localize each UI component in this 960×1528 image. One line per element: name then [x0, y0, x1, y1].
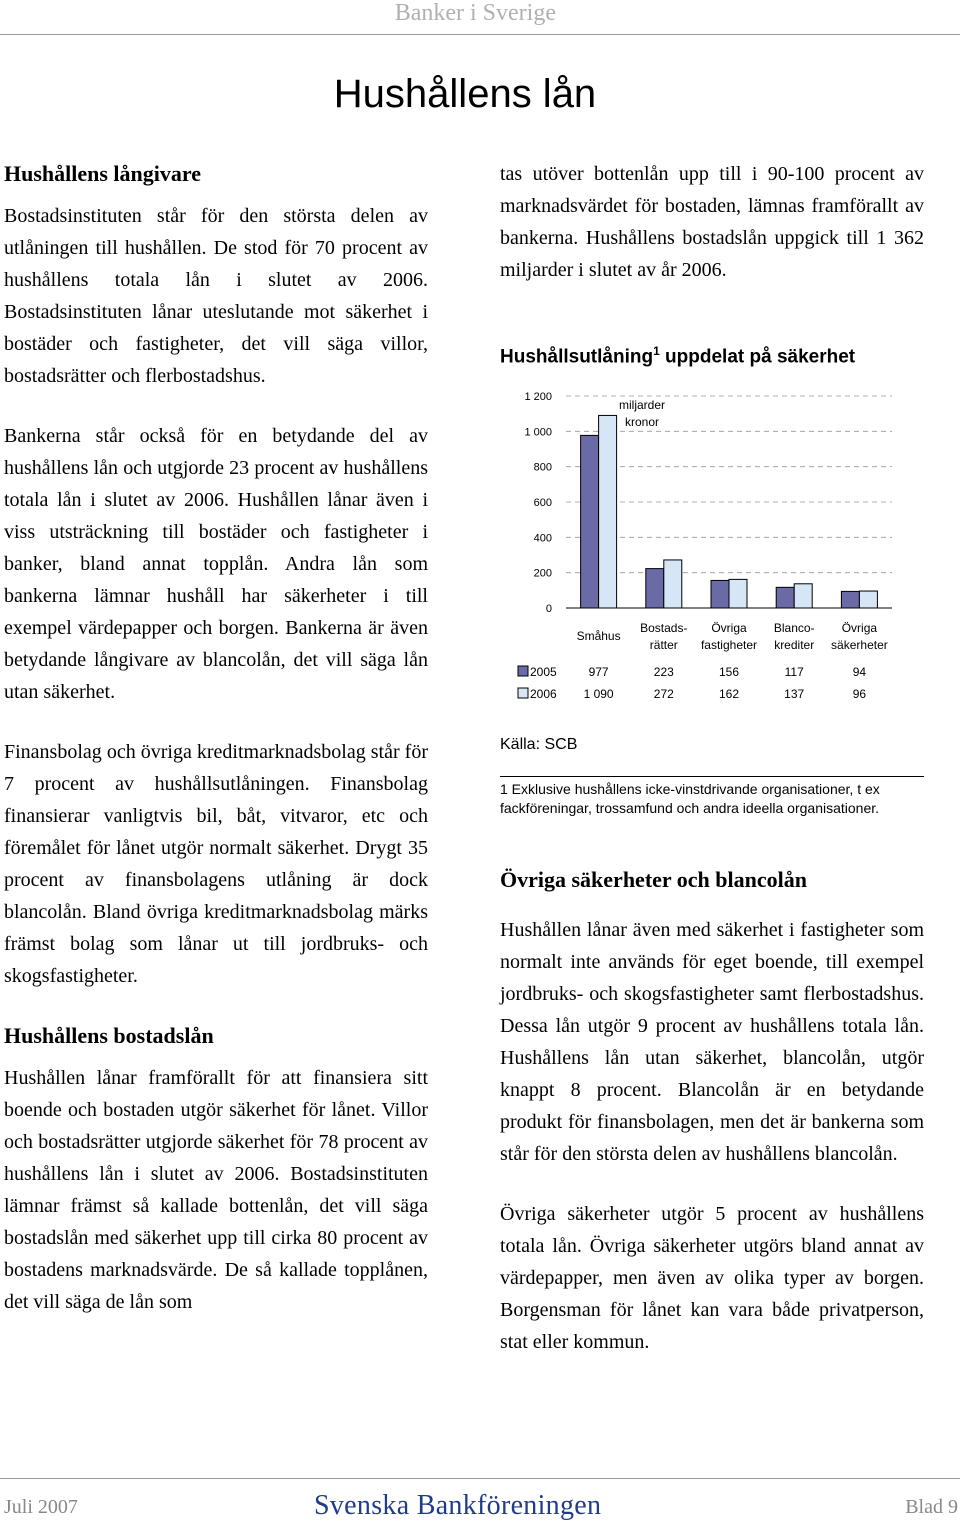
left-paragraph-4: Hushållen lånar framförallt för att finansiera sitt boende och bostaden utgör säkerhet för lånet. Villor och bostadsrätter utgjorde säkerhet för 78 procent av hushållens lån i slutet av 2006. Bostadsinstituten lämnar främst så kallade bottenlån, det vill säga bostadslån med säkerhet upp till cirka 80 procent av bostadens marknadsvärde. De så kallade topplånen, det vill säga de lån som — [4, 1067, 428, 1313]
bar-2005-3 — [776, 587, 794, 608]
bar-2006-0 — [599, 415, 617, 608]
footer-date: Juli 2007 — [4, 1496, 78, 1518]
right-paragraph-3: Övriga säkerheter utgör 5 procent av hushållens totala lån. Övriga säkerheter utgörs bland annat av värdepapper, men även av olika typer av borgen. Borgensman för lånet kan vara både privatperson, stat eller kommun. — [500, 1203, 924, 1353]
data-label: 137 — [784, 687, 805, 701]
footer-divider — [0, 1478, 960, 1479]
chart-source: Källa: SCB — [500, 736, 578, 753]
bar-2006-4 — [859, 591, 877, 608]
bar-2005-4 — [841, 591, 859, 608]
data-label: 1 090 — [583, 687, 614, 701]
section-heading-bostadslan: Hushållens bostadslån — [4, 1023, 214, 1048]
category-label: Övriga — [841, 621, 878, 635]
data-label: 117 — [784, 665, 804, 679]
legend-label-2005: 2005 — [530, 665, 557, 679]
bar-2005-1 — [646, 569, 664, 608]
y-tick-label: 1 200 — [524, 391, 552, 403]
footer-page: Blad 9 — [905, 1496, 958, 1518]
y-tick-label: 600 — [533, 497, 552, 509]
right-column-bottom — [500, 864, 924, 1358]
left-paragraph-3: Finansbolag och övriga kreditmarknadsbolag står för 7 procent av hushållsutlåningen. Finansbolag finansierar vanligtvis bil, båt, vitvaror, etc och föremålet för lånet utgör normalt säkerhet. Drygt 35 procent av finansbolagens utlåning är dock blancolån. Bland övriga kreditmarknadsbolag märks främst bolag som lånar ut till jordbruks- och skogsfastigheter. — [4, 741, 428, 987]
category-label: Övriga — [711, 621, 747, 635]
bar-2006-2 — [729, 579, 747, 608]
chart-title: Hushållsutlåning$^1$ uppdelat på säkerhet — [500, 344, 856, 368]
category-label: fastigheter — [700, 638, 758, 652]
category-label: Bostads- — [640, 621, 688, 635]
category-label: rätter — [649, 638, 678, 652]
data-label: 94 — [852, 665, 867, 679]
data-label: 96 — [852, 687, 867, 701]
y-tick-label: 1 000 — [524, 426, 552, 439]
loan-chart — [500, 388, 900, 728]
y-tick-label: 800 — [533, 461, 552, 474]
data-label: 223 — [653, 665, 674, 679]
y-tick-label: 0 — [545, 603, 552, 615]
category-label: krediter — [774, 638, 815, 652]
category-label: Småhus — [576, 629, 621, 643]
bar-2005-0 — [581, 435, 599, 608]
data-label: 272 — [653, 687, 674, 701]
legend-swatch-2006 — [518, 688, 528, 698]
left-paragraph-2: Bankerna står också för en betydande del av hushållens lån och utgjorde 23 procent av hushållens totala lån i slutet av 2006. Hushållen lånar även i viss utsträckning till bostäder och fastigheter i banker, bland annat topplån. Andra lån som bankerna lämnar hushåll har säkerheter i till exempel värdepapper och borgen. Bankerna är även betydande långivare av blancolån, det vill säga lån utan säkerhet. — [4, 425, 428, 703]
page-header — [0, 0, 960, 35]
footnote: 1 Exklusive hushållens icke-vinstdrivande organisationer, t ex fackföreningar, trossamfund och andra ideella organisationer. — [500, 781, 880, 816]
left-paragraph-1: Bostadsinstituten står för den största delen av utlåningen till hushållen. De stod för 70 procent av hushållens totala lån i slutet av 2006. Bostadsinstituten lånar uteslutande mot säkerhet i bostäder och fastigheter, det vill säga villor, bostadsrätter och flerbostadshus. — [4, 205, 428, 387]
unit-label-1: miljarder — [618, 398, 666, 412]
bar-2006-3 — [794, 584, 812, 608]
header-title: Banker i Sverige — [394, 0, 556, 26]
y-tick-label: 200 — [533, 567, 552, 580]
y-tick-label: 400 — [533, 532, 552, 545]
bar-2005-2 — [711, 580, 729, 608]
unit-label-2: kronor — [624, 415, 660, 429]
bar-2006-1 — [664, 560, 682, 608]
category-label: säkerheter — [831, 638, 888, 652]
footer-brand: Svenska Bankföreningen — [314, 1490, 602, 1521]
category-label: Blanco- — [773, 621, 815, 635]
data-label: 156 — [718, 665, 740, 679]
legend-swatch-2005 — [518, 666, 528, 676]
right-paragraph-2: Hushållen lånar även med säkerhet i fastigheter som normalt inte används för eget boende, till exempel jordbruks- och skogsfastigheter samt flerbostadshus. Dessa lån utgör 9 procent av hushållens totala lån. Hushållens lån utan säkerhet, blancolån, utgör knappt 8 procent. Blancolån är en betydande produkt för finansbolagen, men det är bankerna som står för den största delen av hushållens blancolån. — [500, 919, 924, 1165]
left-column — [4, 158, 428, 1318]
legend-label-2006: 2006 — [530, 687, 557, 701]
page-title: Hushållens lån — [333, 72, 597, 116]
section-heading-langivare: Hushållens långivare — [4, 161, 202, 186]
right-column-top — [500, 158, 924, 286]
footnote-divider — [500, 776, 924, 777]
right-paragraph-1: tas utöver bottenlån upp till i 90-100 procent av marknadsvärdet för bostaden, lämnas framförallt av bankerna. Hushållens bostadslån uppgick till 1 362 miljarder i slutet av år 2006. — [500, 163, 924, 281]
section-heading-ovriga: Övriga säkerheter och blancolån — [500, 867, 807, 892]
data-label: 162 — [718, 687, 740, 701]
data-label: 977 — [588, 665, 609, 679]
